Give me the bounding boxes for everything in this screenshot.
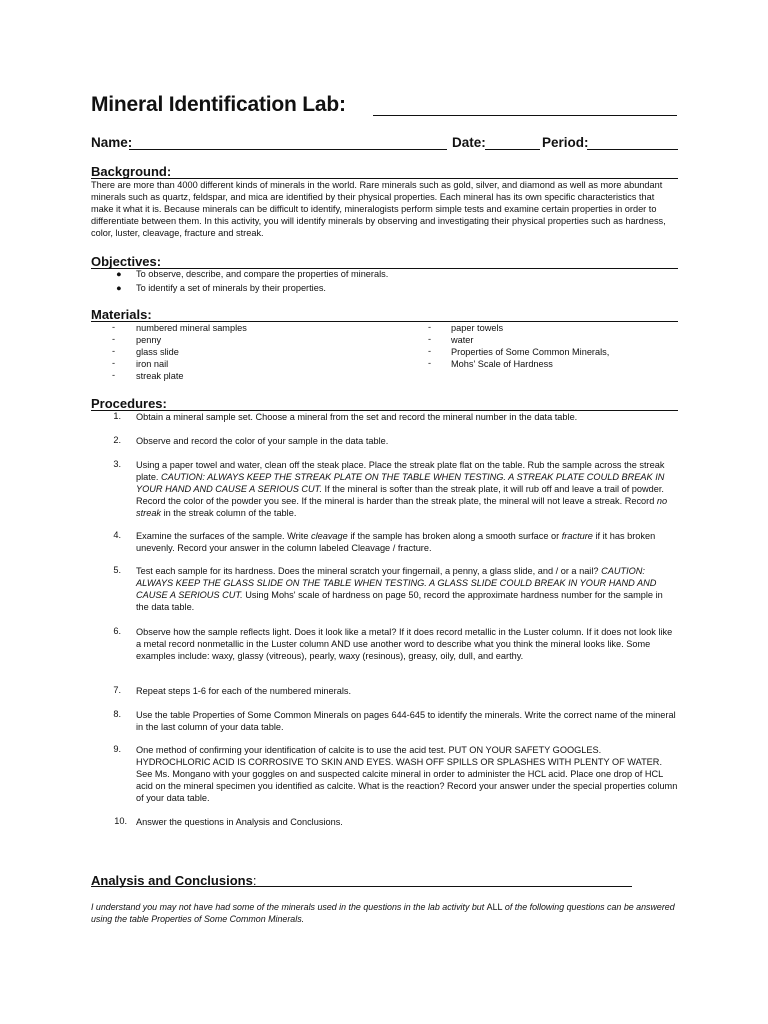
step-number: 6.: [113, 626, 121, 636]
step-text: Using a paper towel and water, clean off the steak place. Place the streak plate flat on the table. Rub the sample across the streak plate.: [136, 460, 665, 482]
step-text: Using Mohs' scale of hardness on page 50, record the approximate hardness number for the sample in the data table.: [136, 590, 663, 612]
background-heading: Background:: [91, 164, 172, 179]
procedure-step: [136, 744, 678, 804]
bullet-icon: ●: [116, 283, 122, 293]
objectives-heading: Objectives:: [91, 254, 162, 269]
step-number: 10.: [114, 816, 127, 826]
procedure-step: [136, 435, 678, 447]
background-text: There are more than 4000 different kinds of minerals in the world. Rare minerals such as gold, silver, and diamond as well as more abundant minerals such as quartz, feldspar, and mica are identified by their physical properties. Each mineral has its own specific characteristics that make it what it is. Because minerals can be difficult to identify, mineralogists perform simple tests and examine certain properties in order to differentiate between them. In this activity, you will identify minerals by observing and investigating their physical properties such as hardness, color, luster, cleavage, fracture and streak.: [91, 180, 666, 238]
note-emphasis: ALL: [486, 902, 503, 912]
analysis-colon: :: [252, 873, 257, 888]
step-text: Test each sample for its hardness. Does the mineral scratch your fingernail, a penny, a glass slide, and / or a nail?: [136, 566, 602, 576]
dash-icon: -: [112, 370, 116, 380]
step-text: Observe and record the color of your sample in the data table.: [136, 436, 389, 446]
note-text: of the following questions can be answered using the table: [91, 902, 675, 924]
emphasis-text: no streak: [136, 496, 668, 518]
step-text: Obtain a mineral sample set. Choose a mineral from the set and record the mineral number in the data table.: [136, 412, 578, 422]
step-text: if the sample has broken along a smooth surface or: [347, 531, 562, 541]
bullet-icon: ●: [116, 269, 122, 279]
caution-text: CAUTION: ALWAYS KEEP THE GLASS SLIDE ON THE TABLE WHEN TESTING. A GLASS SLIDE COULD BREAK IN YOUR HAND AND CAUSE A SERIOUS CUT.: [136, 566, 657, 600]
step-number: 8.: [113, 709, 121, 719]
procedure-step: [136, 685, 678, 697]
step-number: 7.: [113, 685, 121, 695]
analysis-heading-text: Analysis and Conclusions: [91, 873, 253, 888]
dash-icon: -: [428, 346, 432, 356]
material-item: numbered mineral samples: [136, 323, 247, 333]
procedure-step: [136, 816, 678, 828]
date-line[interactable]: [485, 149, 540, 150]
material-item: Mohs' Scale of Hardness: [451, 359, 553, 369]
material-item: penny: [136, 335, 162, 345]
date-label: Date:: [452, 135, 486, 150]
caution-text: CAUTION: ALWAYS KEEP THE STREAK PLATE ON THE TABLE WHEN TESTING. A STREAK PLATE COULD BREAK IN YOUR HAND AND CAUSE A SERIOUS CUT.: [136, 472, 665, 494]
page-title: Mineral Identification Lab:: [91, 93, 346, 116]
dash-icon: -: [112, 322, 116, 332]
dash-icon: -: [428, 358, 432, 368]
step-text: Examine the surfaces of the sample. Write: [136, 531, 311, 541]
material-item: streak plate: [136, 371, 184, 381]
emphasis-text: fracture: [561, 531, 593, 541]
material-item: glass slide: [136, 347, 179, 357]
material-item: water: [451, 335, 474, 345]
procedure-step: [136, 626, 678, 662]
step-number: 5.: [113, 565, 121, 575]
objective-item: To identify a set of minerals by their properties.: [136, 283, 326, 293]
procedure-step: [136, 530, 678, 554]
step-text: One method of confirming your identification of calcite is to use the acid test. PUT ON YOUR SAFETY GOOGLES. HYDROCHLORIC ACID IS CORROSIVE TO SKIN AND EYES. WASH OFF SPILLS OR SPLASHES WITH PLENTY OF WATER. See Ms. Mongano with your goggles on and suspected calcite mineral in order to administer the HCL acid. Place one drop of HCL acid on the mineral specimen you identified as calcite. What is the reaction? Record your answer under the special properties column of your data table.: [136, 745, 678, 803]
step-text: Observe how the sample reflects light. Does it look like a metal? If it does record metallic in the Luster column. If it does not look like a metal record nonmetallic in the Luster column AND use another word to describe what you think the mineral looks like. Some examples include: waxy, glassy (vitreous), pearly, waxy (resinous), greasy, oily, dull, and earthy.: [136, 627, 673, 661]
material-item: iron nail: [136, 359, 169, 369]
note-text: Properties of Some Common Minerals.: [151, 914, 305, 924]
title-underline: [373, 115, 677, 116]
step-text: Repeat steps 1-6 for each of the numbered minerals.: [136, 686, 352, 696]
name-line[interactable]: [129, 149, 447, 150]
procedures-heading: Procedures:: [91, 396, 167, 411]
materials-heading: Materials:: [91, 307, 152, 322]
procedure-step: [136, 709, 678, 733]
step-text: Use the table Properties of Some Common Minerals on pages 644-645 to identify the minerals. Write the correct name of the mineral in the last column of your data table.: [136, 710, 676, 732]
material-item: Properties of Some Common Minerals,: [451, 347, 610, 357]
analysis-note: [91, 901, 681, 925]
analysis-rule: [91, 886, 632, 887]
step-number: 9.: [113, 744, 121, 754]
step-text: in the streak column of the table.: [161, 508, 297, 518]
step-number: 4.: [113, 530, 121, 540]
step-number: 1.: [113, 411, 121, 421]
dash-icon: -: [112, 358, 116, 368]
dash-icon: -: [112, 334, 116, 344]
step-text: If the mineral is softer than the streak plate, it will rub off and leave a trail of powder. Record the color of the powder you see. If the mineral is harder than the streak plate, the mineral will not leave a streak. Record: [136, 484, 664, 506]
procedure-step: [136, 565, 678, 613]
step-number: 3.: [113, 459, 121, 469]
objective-item: To observe, describe, and compare the properties of minerals.: [136, 269, 389, 279]
procedure-step: [136, 411, 678, 423]
period-label: Period:: [542, 135, 589, 150]
dash-icon: -: [428, 322, 432, 332]
emphasis-text: cleavage: [310, 531, 348, 541]
period-line[interactable]: [587, 149, 678, 150]
procedure-step: [136, 459, 678, 519]
note-text: I understand you may not have had some of the minerals used in the questions in the lab activity but: [91, 902, 487, 912]
step-text: Answer the questions in Analysis and Conclusions.: [136, 817, 343, 827]
name-label: Name:: [91, 135, 133, 150]
step-text: if it has broken unevenly. Record your answer in the column labeled Cleavage / fracture.: [136, 531, 656, 553]
dash-icon: -: [428, 334, 432, 344]
dash-icon: -: [112, 346, 116, 356]
step-number: 2.: [113, 435, 121, 445]
material-item: paper towels: [451, 323, 504, 333]
